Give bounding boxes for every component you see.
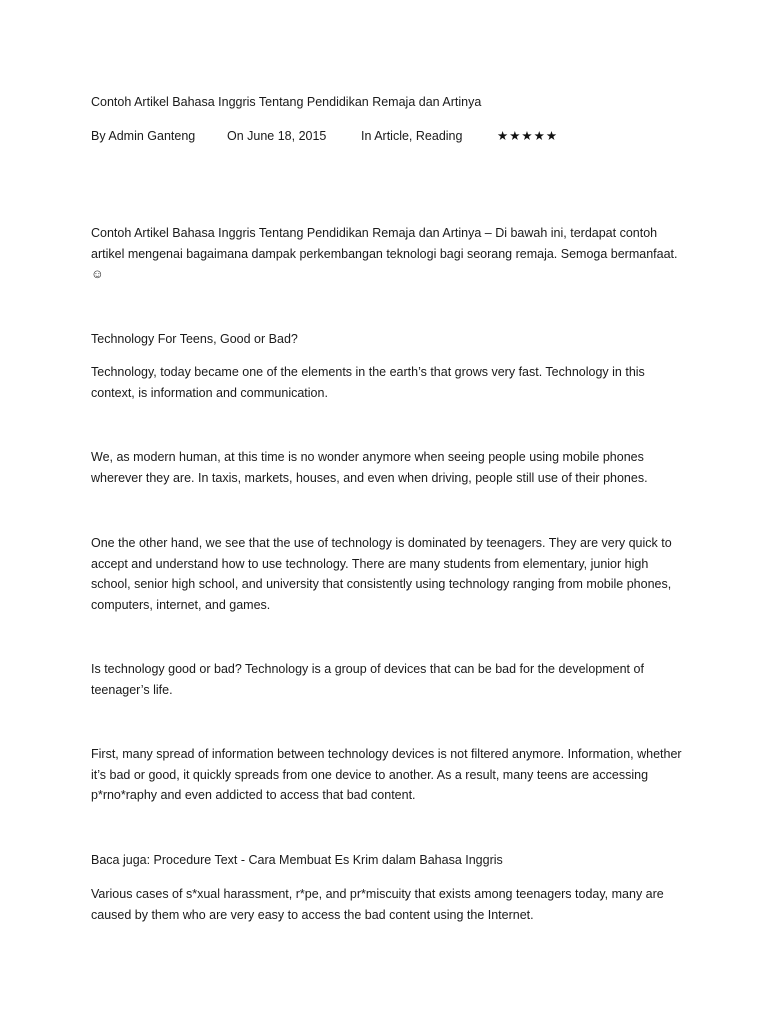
post-date: On June 18, 2015 bbox=[227, 129, 327, 143]
intro-paragraph: Contoh Artikel Bahasa Inggris Tentang Pendidikan Remaja dan Artinya – Di bawah ini, terdapat contoh artikel mengenai bagaimana dampak perkembangan teknologi bagi seorang remaja. Semoga bermanfaat. ☺ bbox=[91, 226, 678, 281]
body-paragraph-3: One the other hand, we see that the use of technology is dominated by teenagers. They are very quick to accept and understand how to use technology. There are many students from elementary, junior high school, senior high school, and university that consistently using technology ranging from mobile phones, computers, internet, and games. bbox=[91, 536, 672, 612]
body-paragraph-5: First, many spread of information between technology devices is not filtered anymore. Information, whether it’s bad or good, it quickly spreads from one device to another. As a result, many teens are accessing p*rno*raphy and even addicted to access that bad content. bbox=[91, 747, 682, 802]
section-heading: Technology For Teens, Good or Bad? bbox=[91, 332, 298, 346]
article-meta bbox=[91, 126, 691, 146]
body-paragraph-4: Is technology good or bad? Technology is a group of devices that can be bad for the development of teenager’s life. bbox=[91, 662, 644, 697]
rating-stars: ★★★★★ bbox=[497, 129, 559, 143]
body-paragraph-1: Technology, today became one of the elements in the earth’s that grows very fast. Technology in this context, is information and communication. bbox=[91, 365, 645, 400]
author: By Admin Ganteng bbox=[91, 129, 196, 143]
article-title: Contoh Artikel Bahasa Inggris Tentang Pendidikan Remaja dan Artinya bbox=[91, 95, 482, 109]
body-paragraph-2: We, as modern human, at this time is no wonder anymore when seeing people using mobile phones wherever they are. In taxis, markets, houses, and even when driving, people still use of their phones. bbox=[91, 450, 648, 485]
body-paragraph-6: Various cases of s*xual harassment, r*pe, and pr*miscuity that exists among teenagers today, many are caused by them who are very easy to access the bad content using the Internet. bbox=[91, 887, 664, 922]
category: In Article, Reading bbox=[361, 129, 463, 143]
read-also-link[interactable]: Baca juga: Procedure Text - Cara Membuat Es Krim dalam Bahasa Inggris bbox=[91, 853, 503, 867]
